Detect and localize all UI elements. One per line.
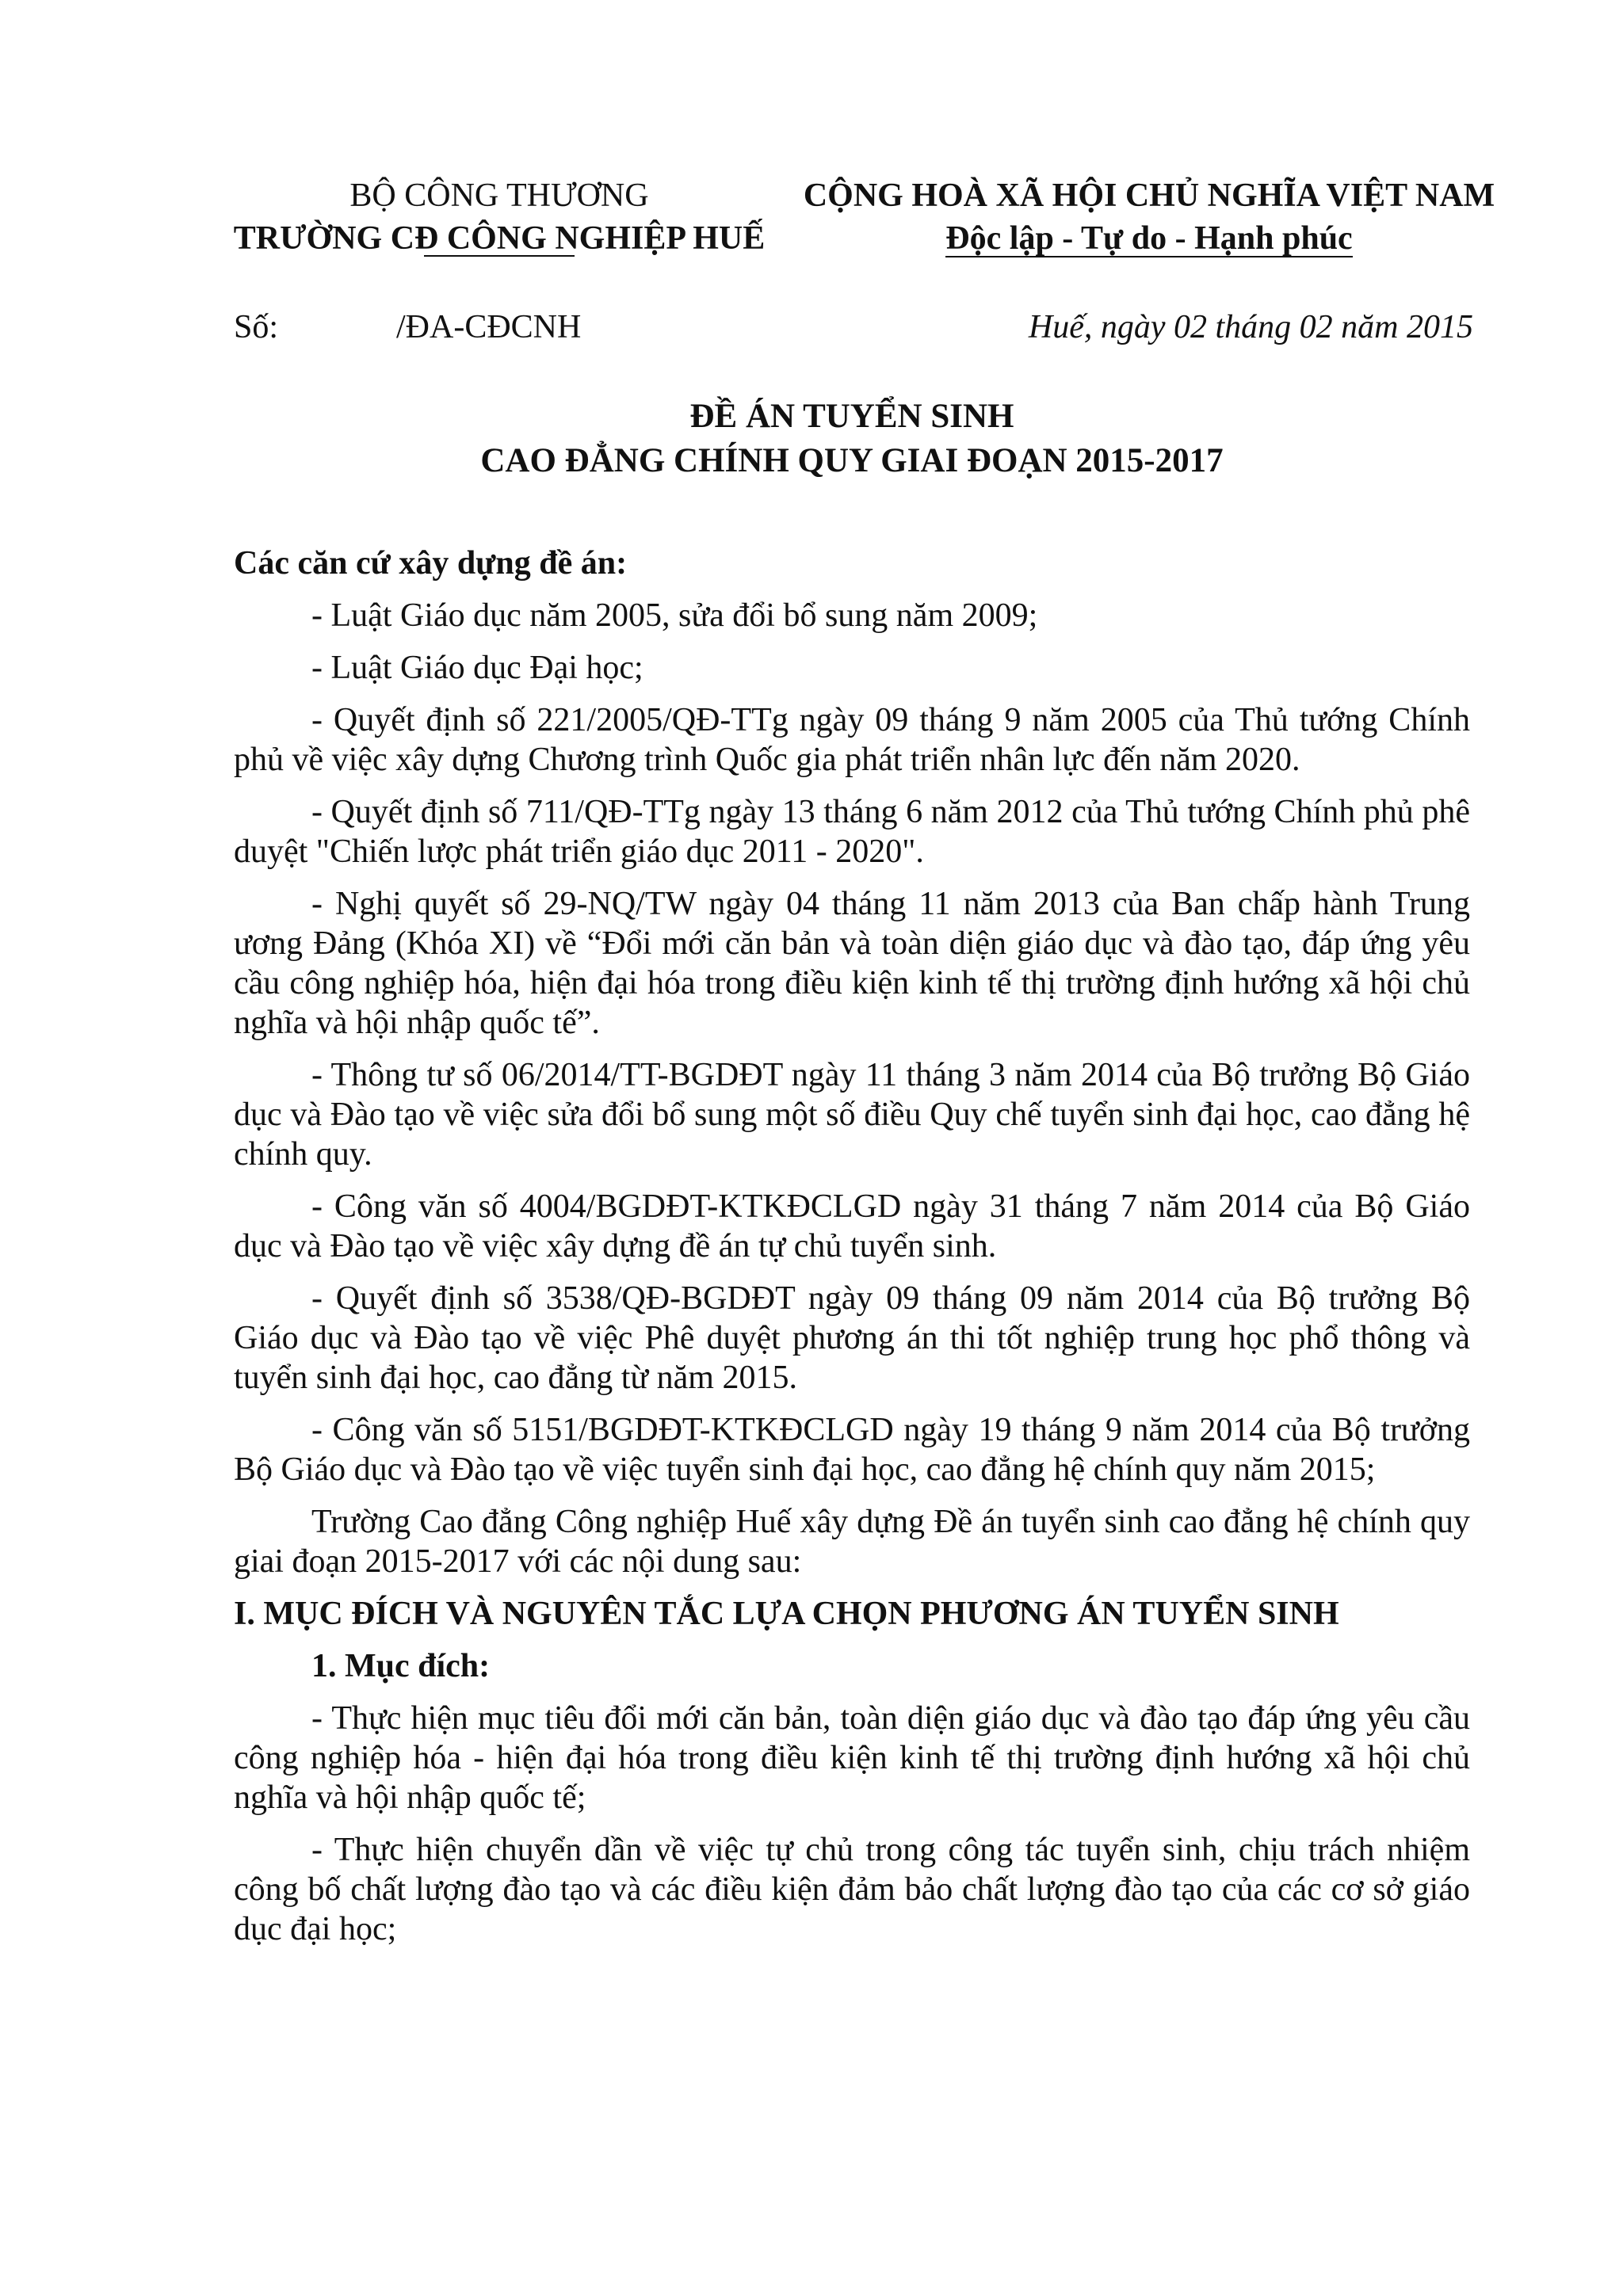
issuing-agency-header: [222, 174, 777, 257]
school-name: [222, 217, 777, 260]
basis-item: - Luật Giáo dục năm 2005, sửa đổi bổ sung năm 2009;: [311, 597, 1038, 634]
motto-text: Độc lập - Tự do - Hạnh phúc: [945, 220, 1353, 257]
title-line-1: ĐỀ ÁN TUYỂN SINH: [689, 398, 1014, 435]
basis-item: - Quyết định số 3538/QĐ-BGDĐT ngày 09 tháng 09 năm 2014 của Bộ trưởng Bộ Giáo dục và Đào tạo về việc Phê duyệt phương án thi tốt nghiệp trung học phổ thông và tuyển sinh đại học, cao đẳng từ năm 2015.: [234, 1280, 1470, 1396]
motto: [792, 217, 1506, 260]
basis-item: - Công văn số 5151/BGDĐT-KTKĐCLGD ngày 19 tháng 9 năm 2014 của Bộ trưởng Bộ Giáo dục và Đào tạo về việc tuyển sinh đại học, cao đẳng hệ chính quy năm 2015;: [234, 1412, 1470, 1488]
basis-item: - Quyết định số 221/2005/QĐ-TTg ngày 09 tháng 9 năm 2005 của Thủ tướng Chính phủ về việc xây dựng Chương trình Quốc gia phát triển nhân lực đến năm 2020.: [234, 702, 1470, 778]
school-name-text: TRƯỜNG CĐ CÔNG NGHIỆP HUẾ: [233, 220, 766, 257]
intro-paragraph: Trường Cao đẳng Công nghiệp Huế xây dựng Đề án tuyển sinh cao đẳng hệ chính quy giai đoạn 2015-2017 với các nội dung sau:: [234, 1504, 1470, 1580]
basis-item: - Thông tư số 06/2014/TT-BGDĐT ngày 11 tháng 3 năm 2014 của Bộ trưởng Bộ Giáo dục và Đào tạo về việc sửa đổi bổ sung một số điều Quy chế tuyển sinh đại học, cao đẳng hệ chính quy.: [234, 1057, 1470, 1173]
title-line-2: CAO ĐẲNG CHÍNH QUY GIAI ĐOẠN 2015-2017: [480, 442, 1224, 479]
basis-item: - Quyết định số 711/QĐ-TTg ngày 13 tháng 6 năm 2012 của Thủ tướng Chính phủ phê duyệt "Chiến lược phát triển giáo dục 2011 - 2020".: [234, 794, 1470, 870]
subsection-heading: 1. Mục đích:: [311, 1648, 491, 1684]
document-title: [234, 395, 1470, 483]
purpose-item: - Thực hiện mục tiêu đổi mới căn bản, toàn diện giáo dục và đào tạo đáp ứng yêu cầu công nghiệp hóa - hiện đại hóa trong điều kiện kinh tế thị trường định hướng xã hội chủ nghĩa và hội nhập quốc tế;: [234, 1700, 1470, 1816]
number-label: Số:: [234, 309, 279, 345]
bases-heading: Các căn cứ xây dựng đề án:: [234, 545, 628, 582]
basis-item: - Nghị quyết số 29-NQ/TW ngày 04 tháng 11 năm 2013 của Ban chấp hành Trung ương Đảng (Khóa XI) về “Đổi mới căn bản và toàn diện giáo dục và đào tạo, đáp ứng yêu cầu công nghiệp hóa, hiện đại hóa trong điều kiện kinh tế thị trường định hướng xã hội chủ nghĩa và hội nhập quốc tế”.: [234, 886, 1470, 1041]
document-code: /ĐA-CĐCNH: [396, 309, 582, 345]
basis-item: - Luật Giáo dục Đại học;: [311, 650, 643, 686]
ministry-name: BỘ CÔNG THƯƠNG: [349, 177, 649, 214]
section-heading: I. MỤC ĐÍCH VÀ NGUYÊN TẮC LỰA CHỌN PHƯƠNG ÁN TUYỂN SINH: [234, 1596, 1339, 1632]
basis-item: - Công văn số 4004/BGDĐT-KTKĐCLGD ngày 31 tháng 7 năm 2014 của Bộ Giáo dục và Đào tạo về việc xây dựng đề án tự chủ tuyển sinh.: [234, 1188, 1470, 1264]
purpose-item: - Thực hiện chuyển dần về việc tự chủ trong công tác tuyển sinh, chịu trách nhiệm công bố chất lượng đào tạo và các điều kiện đảm bảo chất lượng đào tạo của các cơ sở giáo dục đại học;: [234, 1832, 1470, 1947]
place-date: Huế, ngày 02 tháng 02 năm 2015: [1028, 309, 1473, 345]
country-name: CỘNG HOÀ XÃ HỘI CHỦ NGHĨA VIỆT NAM: [803, 177, 1495, 214]
document-body: [234, 543, 1470, 1962]
national-header: [792, 174, 1506, 260]
